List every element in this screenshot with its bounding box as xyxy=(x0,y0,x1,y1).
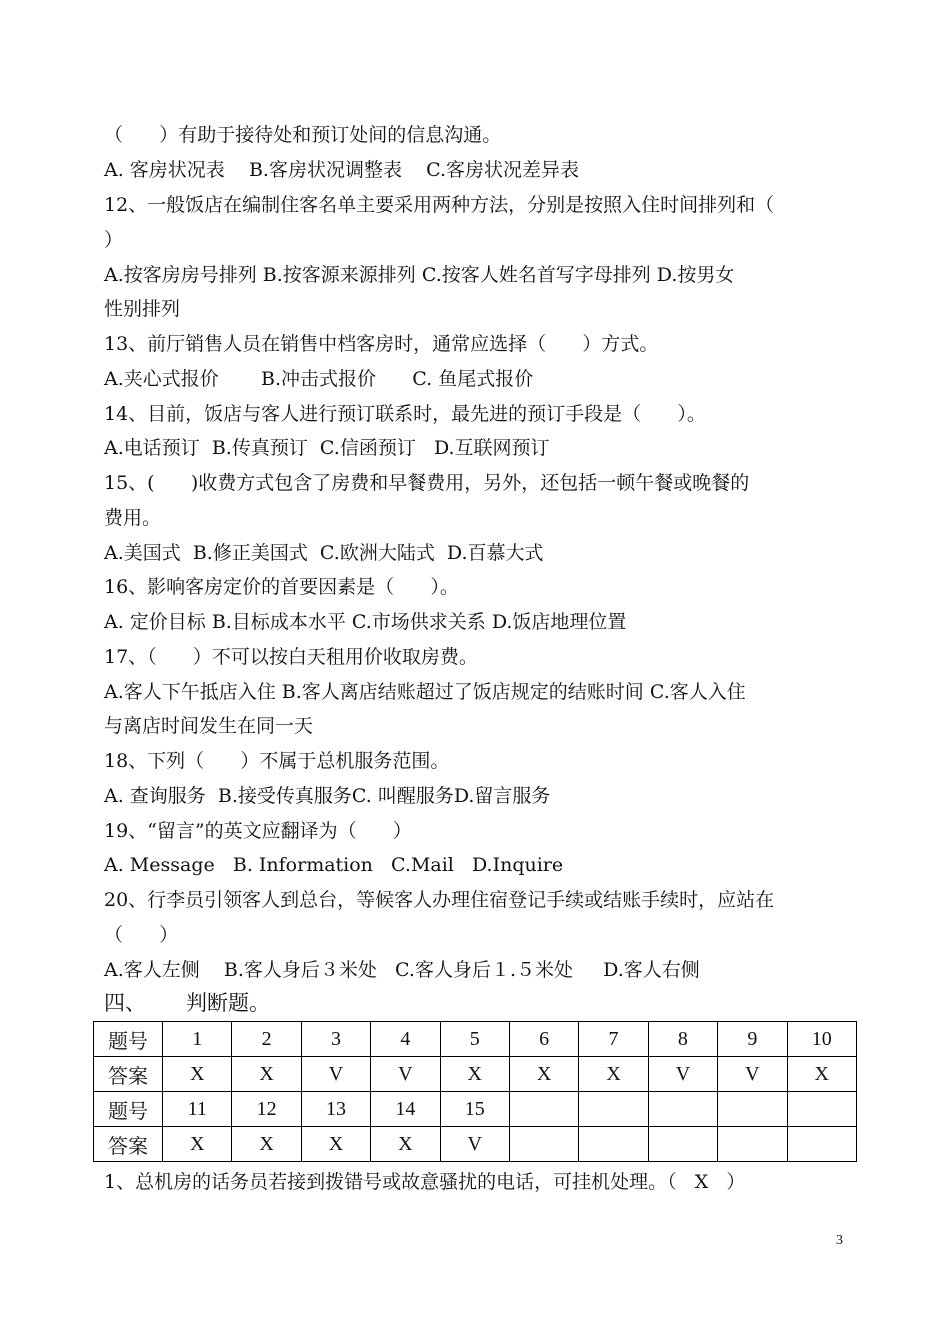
table-cell: 2 xyxy=(232,1022,301,1057)
text-line: 18、下列（ ）不属于总机服务范围。 xyxy=(104,750,450,772)
table-cell: 5 xyxy=(440,1022,509,1057)
table-cell: 7 xyxy=(579,1022,648,1057)
row-label: 题号 xyxy=(94,1022,163,1057)
table-cell xyxy=(509,1092,578,1127)
table-cell: 8 xyxy=(648,1022,717,1057)
table-cell: V xyxy=(371,1057,440,1092)
table-cell: 6 xyxy=(509,1022,578,1057)
table-cell xyxy=(787,1092,856,1127)
text-line: A.客人下午抵店入住 B.客人离店结账超过了饭店规定的结账时间 C.客人入住 xyxy=(104,681,746,703)
text-line: A.电话预订 B.传真预订 C.信函预订 D.互联网预订 xyxy=(104,437,550,459)
answer-table-body xyxy=(94,1022,857,1162)
text-line: A.美国式 B.修正美国式 C.欧洲大陆式 D.百慕大式 xyxy=(104,542,544,564)
table-cell: X xyxy=(509,1057,578,1092)
table-cell xyxy=(579,1092,648,1127)
table-cell: V xyxy=(648,1057,717,1092)
table-row xyxy=(94,1057,857,1092)
table-cell: 11 xyxy=(163,1092,232,1127)
table-cell xyxy=(648,1092,717,1127)
table-cell xyxy=(648,1127,717,1162)
text-line: A.夹心式报价 B.冲击式报价 C. 鱼尾式报价 xyxy=(104,368,534,390)
table-cell: 9 xyxy=(718,1022,787,1057)
table-cell xyxy=(718,1092,787,1127)
table-row xyxy=(94,1127,857,1162)
row-label: 答案 xyxy=(94,1057,163,1092)
text-line: 15、( )收费方式包含了房费和早餐费用，另外，还包括一顿午餐或晚餐的 xyxy=(104,472,750,494)
text-line: 14、目前，饭店与客人进行预订联系时，最先进的预订手段是（ ）。 xyxy=(104,403,706,425)
text-line: 13、前厅销售人员在销售中档客房时，通常应选择（ ）方式。 xyxy=(104,333,659,355)
text-line: A. 定价目标 B.目标成本水平 C.市场供求关系 D.饭店地理位置 xyxy=(104,611,627,633)
row-label: 题号 xyxy=(94,1092,163,1127)
table-cell: X xyxy=(579,1057,648,1092)
table-cell: 14 xyxy=(371,1092,440,1127)
table-cell xyxy=(787,1127,856,1162)
text-line: （ ）有助于接待处和预订处间的信息沟通。 xyxy=(104,124,502,146)
table-cell: 13 xyxy=(301,1092,370,1127)
text-line: A. 客房状况表 B.客房状况调整表 C.客房状况差异表 xyxy=(104,159,580,181)
text-line: A.按客房房号排列 B.按客源来源排列 C.按客人姓名首写字母排列 D.按男女 xyxy=(104,264,735,286)
table-cell: X xyxy=(163,1127,232,1162)
text-line: ） xyxy=(104,229,124,251)
text-line: A.客人左侧 B.客人身后３米处 C.客人身后１.５米处 D.客人右侧 xyxy=(104,959,700,981)
text-line: 12、一般饭店在编制住客名单主要采用两种方法，分别是按照入住时间排列和（ xyxy=(104,194,775,216)
table-cell: V xyxy=(718,1057,787,1092)
table-cell: 1 xyxy=(163,1022,232,1057)
question-1: 1、总机房的话务员若接到拨错号或故意骚扰的电话，可挂机处理。（ X ） xyxy=(104,1171,746,1193)
row-label: 答案 xyxy=(94,1127,163,1162)
text-line: A. 查询服务 B.接受传真服务C. 叫醒服务D.留言服务 xyxy=(104,785,551,807)
text-line: （ ） xyxy=(104,924,179,946)
table-cell xyxy=(509,1127,578,1162)
table-cell: X xyxy=(371,1127,440,1162)
table-cell: X xyxy=(301,1127,370,1162)
section-heading: 四、 判断题。 xyxy=(104,991,271,1015)
table-cell: X xyxy=(232,1057,301,1092)
text-line: 17、（ ）不可以按白天租用价收取房费。 xyxy=(104,646,478,668)
table-cell: 3 xyxy=(301,1022,370,1057)
table-cell: X xyxy=(787,1057,856,1092)
text-line: 费用。 xyxy=(104,507,162,529)
table-cell: 10 xyxy=(787,1022,856,1057)
table-cell: 4 xyxy=(371,1022,440,1057)
text-line: 20、行李员引领客人到总台，等候客人办理住宿登记手续或结账手续时，应站在 xyxy=(104,889,775,911)
answer-table xyxy=(93,1021,857,1162)
table-cell xyxy=(718,1127,787,1162)
text-line: 性别排列 xyxy=(104,298,181,320)
text-line: 19、“留言”的英文应翻译为（ ） xyxy=(104,820,412,842)
table-cell: 15 xyxy=(440,1092,509,1127)
table-cell: X xyxy=(163,1057,232,1092)
text-line: 16、影响客房定价的首要因素是（ ）。 xyxy=(104,576,459,598)
table-cell: V xyxy=(440,1127,509,1162)
table-row xyxy=(94,1092,857,1127)
table-cell xyxy=(579,1127,648,1162)
table-cell: X xyxy=(232,1127,301,1162)
table-cell: X xyxy=(440,1057,509,1092)
table-row xyxy=(94,1022,857,1057)
table-cell: V xyxy=(301,1057,370,1092)
text-line: 与离店时间发生在同一天 xyxy=(104,715,314,737)
page-number: 3 xyxy=(836,1233,843,1248)
table-cell: 12 xyxy=(232,1092,301,1127)
text-line: A. Message B. Information C.Mail D.Inquire xyxy=(104,854,564,876)
